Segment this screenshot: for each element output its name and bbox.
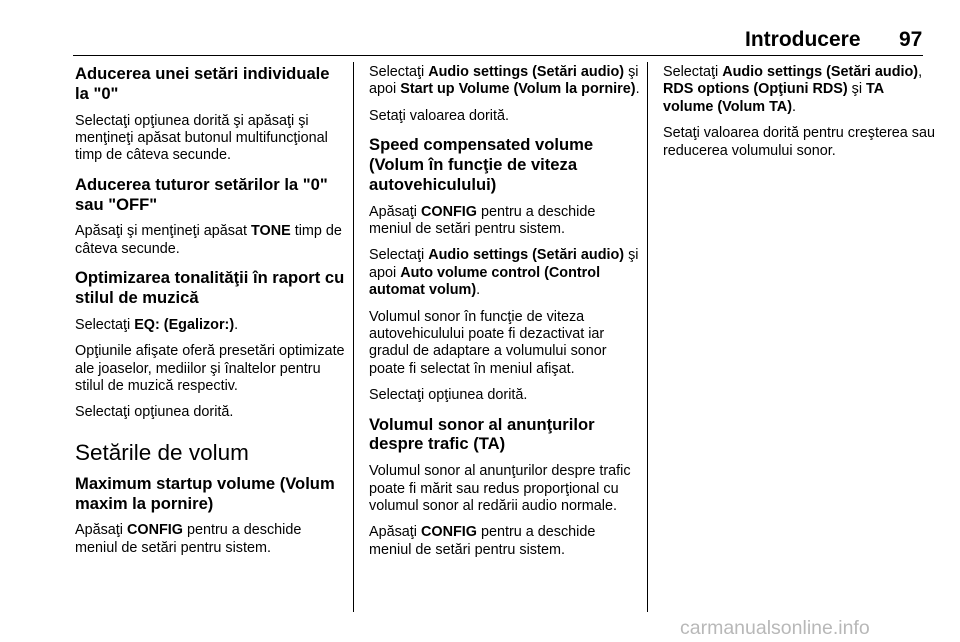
menu-ref-startup-volume: Start up Volume (Volum la pornire) bbox=[400, 81, 636, 98]
column-1 bbox=[75, 64, 347, 566]
header-rule bbox=[73, 55, 923, 56]
heading-reset-single: Aducerea unei setări individuale la "0" bbox=[75, 64, 330, 103]
menu-ref-audio-settings: Audio settings (Setări audio) bbox=[722, 64, 919, 80]
menu-ref-ta-volume: TA volume (Volum TA) bbox=[663, 81, 884, 115]
paragraph: Selectaţi Audio settings (Setări audio), RDS options (Opţiuni RDS) şi TA volume (Volum TA). bbox=[663, 64, 923, 115]
column-divider-1 bbox=[353, 62, 354, 612]
paragraph: Volumul sonor în funcţie de viteza autovehiculului poate fi dezactivat iar gradul de adaptare a volumului sonor poate fi selectat în meniul afişat. bbox=[369, 308, 607, 377]
menu-ref-audio-settings: Audio settings (Setări audio) bbox=[428, 64, 625, 80]
heading-speed-compensated-volume: Speed compensated volume (Volum în funcţie de viteza autovehiculului) bbox=[369, 135, 594, 194]
page-header bbox=[0, 0, 960, 58]
paragraph: Selectaţi opţiunea dorită. bbox=[369, 387, 528, 404]
heading-max-startup-volume: Maximum startup volume (Volum maxim la pornire) bbox=[75, 473, 335, 513]
column-2 bbox=[369, 64, 641, 568]
watermark: carmanualsonline.info bbox=[680, 617, 870, 639]
paragraph: Apăsaţi şi menţineţi apăsat TONE timp de câteva secunde. bbox=[75, 223, 342, 257]
button-ref-config: CONFIG bbox=[127, 522, 183, 539]
paragraph: Setaţi valoarea dorită. bbox=[369, 107, 509, 124]
section-title-volume: Setările de volum bbox=[75, 439, 249, 465]
menu-ref-audio-settings: Audio settings (Setări audio) bbox=[428, 247, 625, 264]
paragraph: Apăsaţi CONFIG pentru a deschide meniul de setări pentru sistem. bbox=[369, 524, 596, 558]
heading-ta-volume: Volumul sonor al anunţurilor despre trafic (TA) bbox=[369, 414, 595, 454]
paragraph: Selectaţi opţiunea dorită şi apăsaţi şi menţineţi apăsat butonul multifuncţional timp de câteva secunde. bbox=[75, 112, 328, 164]
column-3 bbox=[663, 64, 935, 169]
paragraph: Apăsaţi CONFIG pentru a deschide meniul de setări pentru sistem. bbox=[369, 203, 596, 238]
paragraph: Apăsaţi CONFIG pentru a deschide meniul de setări pentru sistem. bbox=[75, 522, 302, 556]
page-number: 97 bbox=[899, 28, 923, 51]
paragraph: Opţiunile afişate oferă presetări optimizate ale joaselor, mediilor şi înaltelor pentru stilul de muzică respectiv. bbox=[75, 343, 345, 395]
paragraph: Selectaţi Audio settings (Setări audio) şi apoi Start up Volume (Volum la pornire). bbox=[369, 64, 640, 98]
column-divider-2 bbox=[647, 62, 648, 612]
heading-reset-all: Aducerea tuturor setărilor la "0" sau "OFF" bbox=[75, 174, 328, 214]
header-title: Introducere bbox=[745, 28, 861, 51]
paragraph: Volumul sonor al anunţurilor despre trafic poate fi mărit sau redus proporţional cu volumul sonor al redării audio normale. bbox=[369, 463, 631, 515]
paragraph: Setaţi valoarea dorită pentru creşterea sau reducerea volumului sonor. bbox=[663, 125, 935, 159]
button-ref-config: CONFIG bbox=[421, 203, 477, 220]
paragraph: Selectaţi EQ: (Egalizor:). bbox=[75, 316, 239, 333]
heading-tone-optimization: Optimizarea tonalităţii în raport cu stilul de muzică bbox=[75, 268, 345, 308]
button-ref-tone: TONE bbox=[250, 223, 291, 240]
button-ref-config: CONFIG bbox=[421, 524, 477, 541]
menu-ref-eq: EQ: (Egalizor:) bbox=[134, 316, 235, 333]
paragraph: Selectaţi Audio settings (Setări audio) şi apoi Auto volume control (Control automat volum). bbox=[369, 247, 639, 299]
menu-ref-rds-options: RDS options (Opţiuni RDS) bbox=[663, 81, 848, 98]
menu-ref-auto-volume: Auto volume control (Control automat volum) bbox=[369, 264, 601, 299]
paragraph: Selectaţi opţiunea dorită. bbox=[75, 404, 234, 421]
